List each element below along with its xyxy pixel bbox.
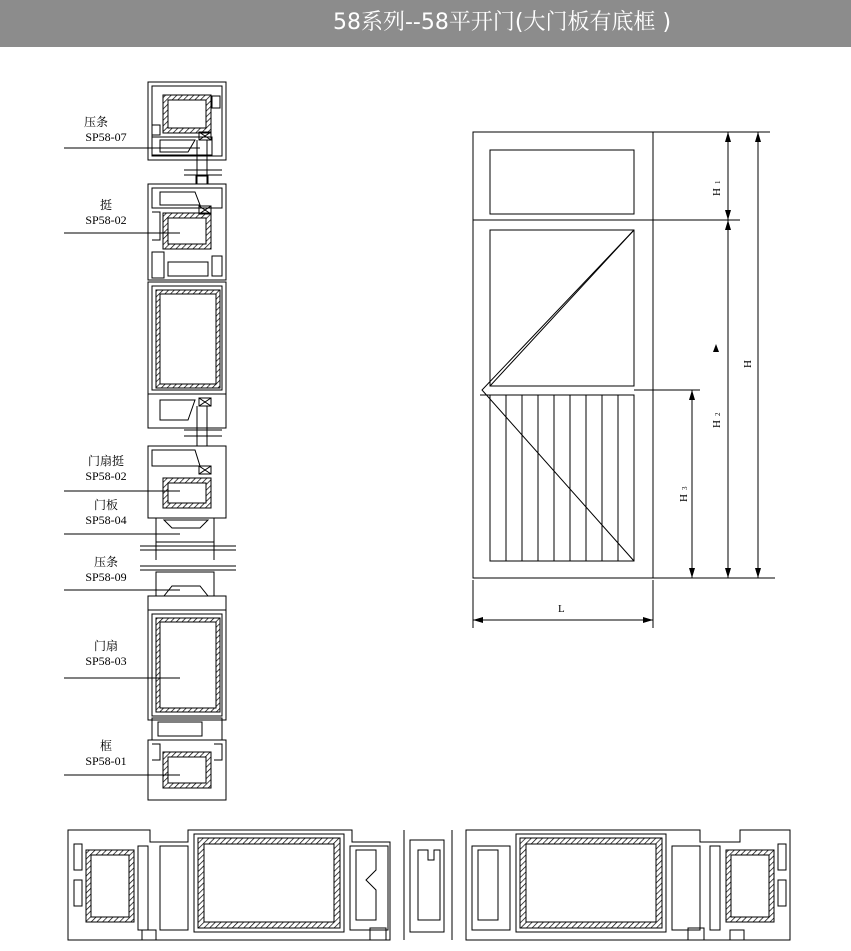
label-code-6: SP58-01 [85,754,127,768]
label-name-3: 门板 [93,498,119,512]
profile-sp58-04 [140,518,236,570]
profile-sp58-01 [148,740,226,800]
label-name-1: 挺 [99,198,113,212]
dim-h3-sub: 3 [681,486,689,490]
glass-gap-1 [184,140,222,184]
profile-sp58-02-sash [148,446,226,518]
dimension-arrows [473,132,761,623]
label-name-2: 门扇挺 [87,454,125,468]
profile-sp58-03 [148,610,226,740]
dim-h3: H [678,494,690,502]
label-name-5: 门扇 [93,639,119,653]
label-name-0: 压条 [83,115,109,129]
dim-h2-sub: 2 [714,412,722,416]
horizontal-section [68,830,790,940]
outer-frame [473,132,653,578]
door-elevation [473,132,775,628]
profile-mid-bead [148,394,226,446]
dim-h1: H [711,188,723,196]
dim-h2: H [711,420,723,428]
label-code-1: SP58-02 [85,213,127,227]
profile-sp58-02-transom [148,184,226,280]
dim-l: L [558,603,565,615]
profile-sp58-09 [148,572,226,610]
dim-h1-sub: 1 [714,180,722,184]
label-code-5: SP58-03 [85,654,127,668]
page-title: 58系列--58平开门(大门板有底框 ) [333,10,672,35]
label-code-2: SP58-02 [85,469,127,483]
glass-pane [148,282,226,394]
panel-boards [506,395,618,561]
label-code-0: SP58-07 [85,130,127,144]
label-name-6: 框 [99,739,113,753]
dimension-labels [558,180,754,615]
label-name-4: 压条 [93,555,119,569]
label-code-4: SP58-09 [85,570,127,584]
section-labels [84,115,127,768]
vertical-section [64,82,236,800]
glass-gap-2 [184,430,222,436]
transom-pane [490,150,634,214]
dim-h: H [742,360,754,368]
label-code-3: SP58-04 [85,513,127,527]
